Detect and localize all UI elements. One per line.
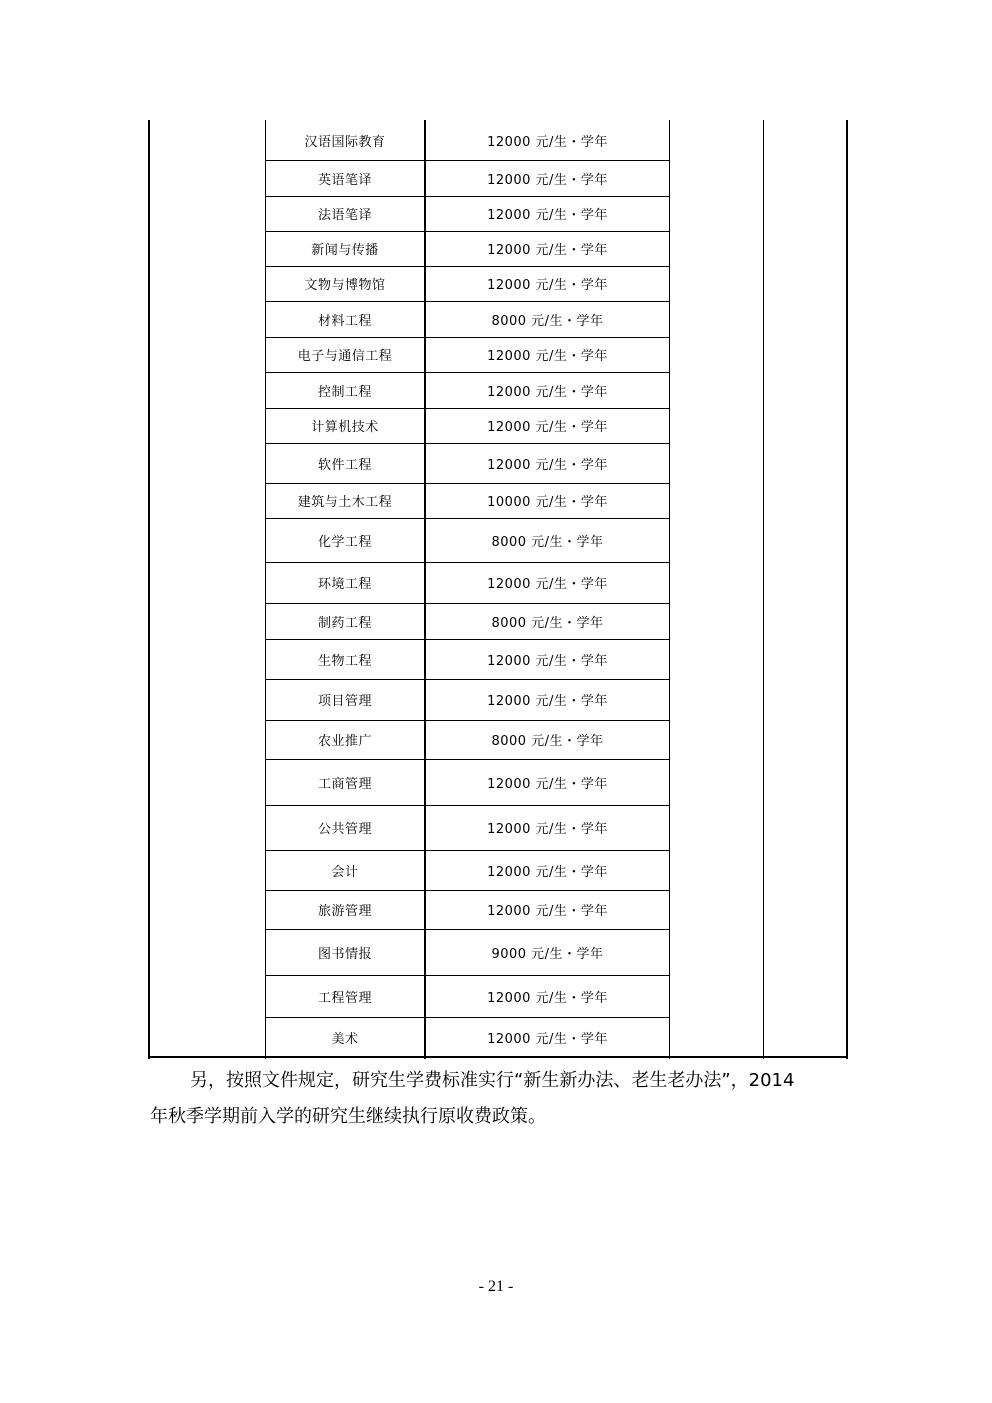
table-cell-fee: 8000 元/生・学年 [491, 734, 604, 749]
table-cell-fee: 12000 元/生・学年 [487, 457, 608, 473]
fee-table [148, 120, 848, 1059]
table-cell-major: 电子与通信工程 [297, 349, 393, 364]
table-cell-fee: 12000 元/生・学年 [487, 243, 608, 258]
table-cell-major: 法语笔译 [317, 208, 372, 223]
table-cell-fee: 12000 元/生・学年 [487, 384, 608, 400]
table-cell-major: 项目管理 [317, 694, 372, 709]
table-cell-major: 制药工程 [317, 615, 372, 631]
table-cell-major: 工商管理 [317, 776, 372, 792]
table-cell-fee: 9000 元/生・学年 [491, 946, 604, 962]
table-cell-fee: 12000 元/生・学年 [487, 208, 608, 223]
table-column-border [763, 120, 764, 1059]
table-cell-fee: 12000 元/生・学年 [487, 904, 608, 919]
table-cell-major: 文物与博物馆 [304, 278, 386, 293]
table-cell-fee: 12000 元/生・学年 [487, 653, 608, 669]
table-cell-major: 旅游管理 [317, 904, 372, 919]
table-cell-major: 材料工程 [317, 313, 372, 329]
table-column-border [148, 120, 150, 1059]
table-cell-major: 会计 [331, 864, 359, 880]
table-column-border [669, 120, 670, 1059]
table-cell-fee: 12000 元/生・学年 [487, 1032, 608, 1047]
table-cell-fee: 12000 元/生・学年 [487, 278, 608, 293]
table-cell-major: 建筑与土木工程 [297, 495, 393, 510]
table-column-border [846, 120, 848, 1059]
table-cell-fee: 8000 元/生・学年 [491, 615, 604, 631]
page-number: - 21 - [478, 1278, 514, 1295]
note-paragraph-line-1: 另，按照文件规定，研究生学费标准实行“新生新办法、老生老办法”，2014 [190, 1070, 795, 1091]
table-cell-major: 汉语国际教育 [304, 134, 386, 150]
table-cell-fee: 12000 元/生・学年 [487, 349, 608, 364]
table-cell-major: 生物工程 [317, 653, 372, 669]
table-cell-fee: 8000 元/生・学年 [491, 534, 604, 550]
table-cell-major: 控制工程 [317, 384, 372, 400]
table-cell-fee: 12000 元/生・学年 [487, 134, 608, 150]
table-cell-fee: 8000 元/生・学年 [491, 313, 604, 329]
table-cell-major: 英语笔译 [317, 172, 372, 188]
table-cell-fee: 12000 元/生・学年 [487, 694, 608, 709]
table-cell-major: 化学工程 [317, 534, 372, 550]
table-cell-fee: 12000 元/生・学年 [487, 864, 608, 880]
table-cell-major: 工程管理 [317, 990, 372, 1006]
table-cell-fee: 12000 元/生・学年 [487, 172, 608, 188]
table-cell-major: 软件工程 [317, 457, 372, 473]
table-cell-fee: 10000 元/生・学年 [487, 495, 608, 510]
table-cell-major: 农业推广 [317, 734, 372, 749]
table-cell-major: 美术 [331, 1032, 359, 1047]
note-paragraph-line-2: 年秋季学期前入学的研究生继续执行原收费政策。 [150, 1106, 546, 1127]
table-cell-major: 公共管理 [317, 822, 372, 837]
table-cell-major: 环境工程 [317, 577, 372, 592]
table-cell-major: 计算机技术 [311, 420, 379, 435]
table-cell-major: 图书情报 [317, 946, 372, 962]
table-cell-major: 新闻与传播 [311, 243, 379, 258]
table-cell-fee: 12000 元/生・学年 [487, 990, 608, 1006]
table-cell-fee: 12000 元/生・学年 [487, 776, 608, 792]
table-cell-fee: 12000 元/生・学年 [487, 577, 608, 592]
table-cell-fee: 12000 元/生・学年 [487, 822, 608, 837]
table-cell-fee: 12000 元/生・学年 [487, 420, 608, 435]
